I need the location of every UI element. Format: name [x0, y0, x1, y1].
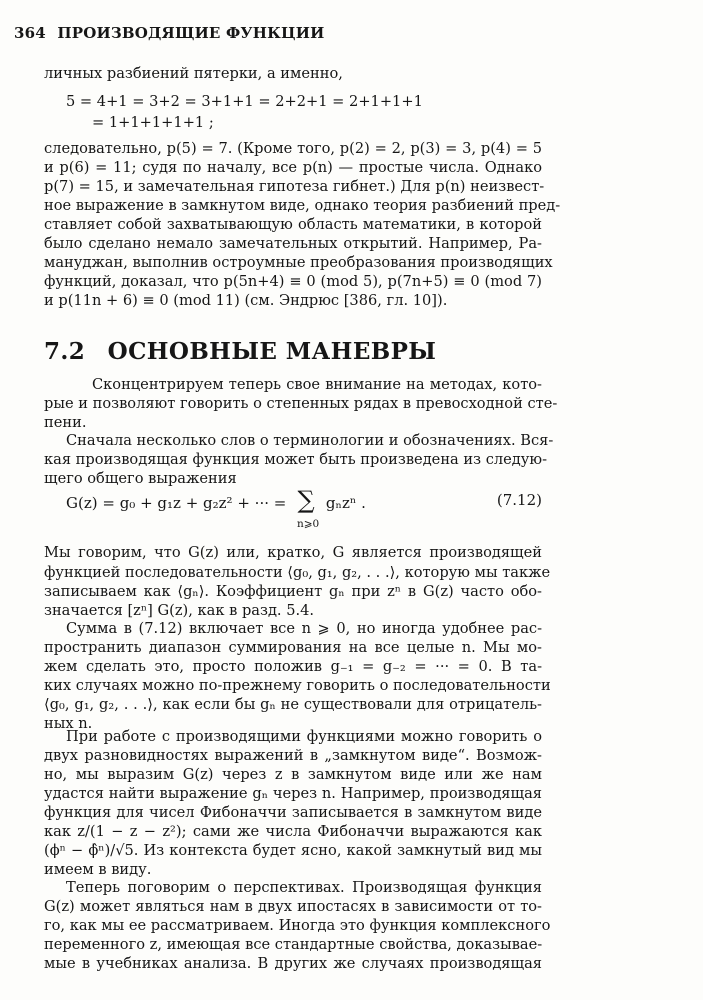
- text-line: ставляет собой захватывающую область математики, в которой: [44, 216, 542, 233]
- section-number: 7.2: [44, 338, 86, 365]
- text-line: функцией последовательности ⟨g₀, g₁, g₂, . . .⟩, которую мы также: [44, 564, 551, 581]
- text-line: удастся найти выражение gₙ через n. Например, производящая: [44, 785, 542, 802]
- text-line: p(7) = 15, и замечательная гипотеза гибнет.) Для p(n) неизвест-: [44, 178, 545, 195]
- text-line: переменного z, имеющая все стандартные свойства, доказывае-: [44, 936, 543, 953]
- text-line: пространить диапазон суммирования на все целые n. Мы мо-: [44, 639, 542, 656]
- text-line: записываем как ⟨gₙ⟩. Коэффициент gₙ при zⁿ в G(z) часто обо-: [44, 583, 542, 600]
- text-line: ное выражение в замкнутом виде, однако теория разбиений пред-: [44, 197, 561, 214]
- text-line: было сделано немало замечательных открытий. Например, Ра-: [44, 235, 542, 252]
- equation-number: (7.12): [496, 491, 542, 509]
- text-line: (ϕⁿ − ϕ̂ⁿ)/√5. Из контекста будет ясно, какой замкнутый вид мы: [44, 842, 542, 859]
- partition-equation-line: 5 = 4+1 = 3+2 = 3+1+1 = 2+2+1 = 2+1+1+1: [66, 93, 423, 110]
- partition-equation-line: = 1+1+1+1+1 ;: [92, 114, 214, 131]
- text-line: имеем в виду.: [44, 861, 152, 878]
- text-line: го, как мы ее рассматриваем. Иногда это функция комплексного: [44, 917, 551, 934]
- text-line: двух разновидностях выражений в „замкнутом виде“. Возмож-: [44, 747, 542, 764]
- text-line: Сконцентрируем теперь свое внимание на методах, кото-: [92, 376, 542, 393]
- text-line: мануджан, выполнив остроумные преобразования производящих: [44, 254, 553, 271]
- section-heading: [44, 338, 436, 365]
- text-line: личных разбиений пятерки, а именно,: [44, 65, 343, 82]
- text-line: ⟨g₀, g₁, g₂, . . .⟩, как если бы gₙ не существовали для отрицатель-: [44, 696, 542, 713]
- text-line: но, мы выразим G(z) через z в замкнутом виде или же нам: [44, 766, 542, 783]
- text-line: функций, доказал, что p(5n+4) ≡ 0 (mod 5), p(7n+5) ≡ 0 (mod 7): [44, 273, 542, 290]
- text-line: Теперь поговорим о перспективах. Производящая функция: [66, 879, 542, 896]
- text-line: рые и позволяют говорить о степенных рядах в превосходной сте-: [44, 395, 558, 412]
- text-line: и p(6) = 11; судя по началу, все p(n) — простые числа. Однако: [44, 159, 542, 176]
- text-line: функция для чисел Фибоначчи записывается в замкнутом виде: [44, 804, 542, 821]
- text-line: щего общего выражения: [44, 470, 237, 487]
- running-head: [14, 24, 324, 42]
- page-number: 364: [14, 24, 46, 42]
- text-line: Сначала несколько слов о терминологии и обозначениях. Вся-: [66, 432, 554, 449]
- formula-7-12: [66, 486, 542, 530]
- text-line: При работе с производящими функциями можно говорить о: [66, 728, 542, 745]
- summation-subscript: n⩾0: [296, 518, 320, 530]
- text-line: G(z) может являться нам в двух ипостасях в зависимости от то-: [44, 898, 542, 915]
- formula-term: gₙzⁿ .: [325, 494, 366, 512]
- text-line: ных n.: [44, 715, 93, 732]
- text-line: кая производящая функция может быть произведена из следую-: [44, 451, 547, 468]
- text-line: Сумма в (7.12) включает все n ⩾ 0, но иногда удобнее рас-: [66, 620, 542, 637]
- text-line: как z/(1 − z − z²); сами же числа Фибоначчи выражаются как: [44, 823, 542, 840]
- running-title: ПРОИЗВОДЯЩИЕ ФУНКЦИИ: [57, 24, 325, 42]
- formula-lhs: G(z) = g₀ + g₁z + g₂z² + ··· =: [66, 494, 287, 512]
- summation-sign: [291, 486, 321, 530]
- text-line: Мы говорим, что G(z) или, кратко, G является производящей: [44, 544, 542, 561]
- text-line: жем сделать это, просто положив g₋₁ = g₋₂ = ··· = 0. В та-: [44, 658, 542, 675]
- text-line: ких случаях можно по-прежнему говорить о последовательности: [44, 677, 551, 694]
- text-line: и p(11n + 6) ≡ 0 (mod 11) (см. Эндрюс [386, гл. 10]).: [44, 292, 448, 309]
- text-line: пени.: [44, 414, 87, 431]
- sigma-symbol: ∑: [297, 486, 315, 514]
- text-line: мые в учебниках анализа. В других же случаях производящая: [44, 955, 542, 972]
- text-line: значается [zⁿ] G(z), как в разд. 5.4.: [44, 602, 315, 619]
- section-title: ОСНОВНЫЕ МАНЕВРЫ: [107, 338, 437, 365]
- text-line: следовательно, p(5) = 7. (Кроме того, p(2) = 2, p(3) = 3, p(4) = 5: [44, 140, 542, 157]
